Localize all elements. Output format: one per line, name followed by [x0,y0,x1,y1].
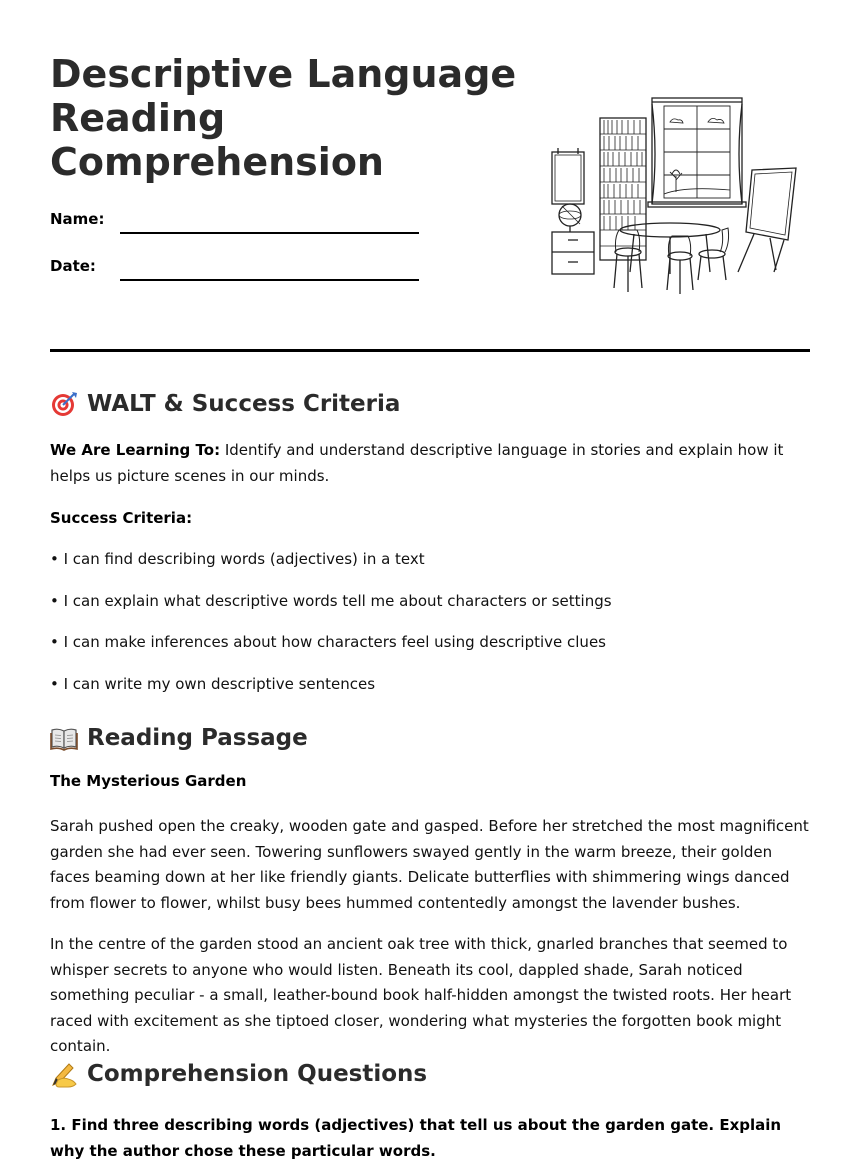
reading-passage-heading [50,724,308,752]
worksheet-title [50,52,520,184]
story-title: The Mysterious Garden [50,772,247,790]
title-line: Reading [50,96,226,140]
date-label: Date: [50,257,96,275]
open-book-icon [50,724,78,752]
header-divider [50,349,810,352]
walt-heading [50,390,400,418]
success-criterion: • I can explain what descriptive words tell me about characters or settings [50,592,612,610]
target-icon [50,390,78,418]
walt-text: Identify and understand descriptive language in stories and explain how it helps us picture scenes in our minds. [50,441,784,485]
story-paragraph: In the centre of the garden stood an ancient oak tree with thick, gnarled branches that seemed to whisper secrets to anyone who would listen. Beneath its cool, dappled shade, Sarah noticed something peculiar - a small, leather-bound book half-hidden amongst the twisted roots. Her heart raced with excitement as she tiptoed closer, wondering what mysteries the forgotten book might contain. [50,935,792,1055]
success-criterion: • I can find describing words (adjectives) in a text [50,550,425,568]
success-criterion: • I can make inferences about how characters feel using descriptive clues [50,633,606,651]
classroom-illustration [548,94,800,296]
walt-heading-text: WALT & Success Criteria [87,391,401,417]
name-field-row [50,210,120,228]
story-paragraph: Sarah pushed open the creaky, wooden gate and gasped. Before her stretched the most magnificent garden she had ever seen. Towering sunflowers swayed gently in the warm breeze, their golden faces beaming down at her like friendly giants. Delicate butterflies with shimmering wings danced from flower to flower, whilst busy bees hummed contentedly amongst the lavender bushes. [50,817,809,912]
title-line: Comprehension [50,140,384,184]
name-label: Name: [50,210,105,228]
walt-statement [50,438,810,489]
question-item: 1. Find three describing words (adjectives) that tell us about the garden gate. Explain why the author chose these particular words. [50,1116,782,1160]
success-criterion: • I can write my own descriptive sentences [50,675,376,693]
date-field-row [50,257,120,275]
name-write-line[interactable] [120,232,419,234]
reading-passage-heading-text: Reading Passage [87,725,308,751]
title-line: Descriptive Language [50,52,517,96]
comprehension-heading-text: Comprehension Questions [87,1061,428,1087]
comprehension-heading [50,1060,427,1088]
walt-label: We Are Learning To: [50,441,221,459]
success-criteria-label: Success Criteria: [50,509,193,527]
date-write-line[interactable] [120,279,419,281]
writing-hand-icon [50,1060,78,1088]
